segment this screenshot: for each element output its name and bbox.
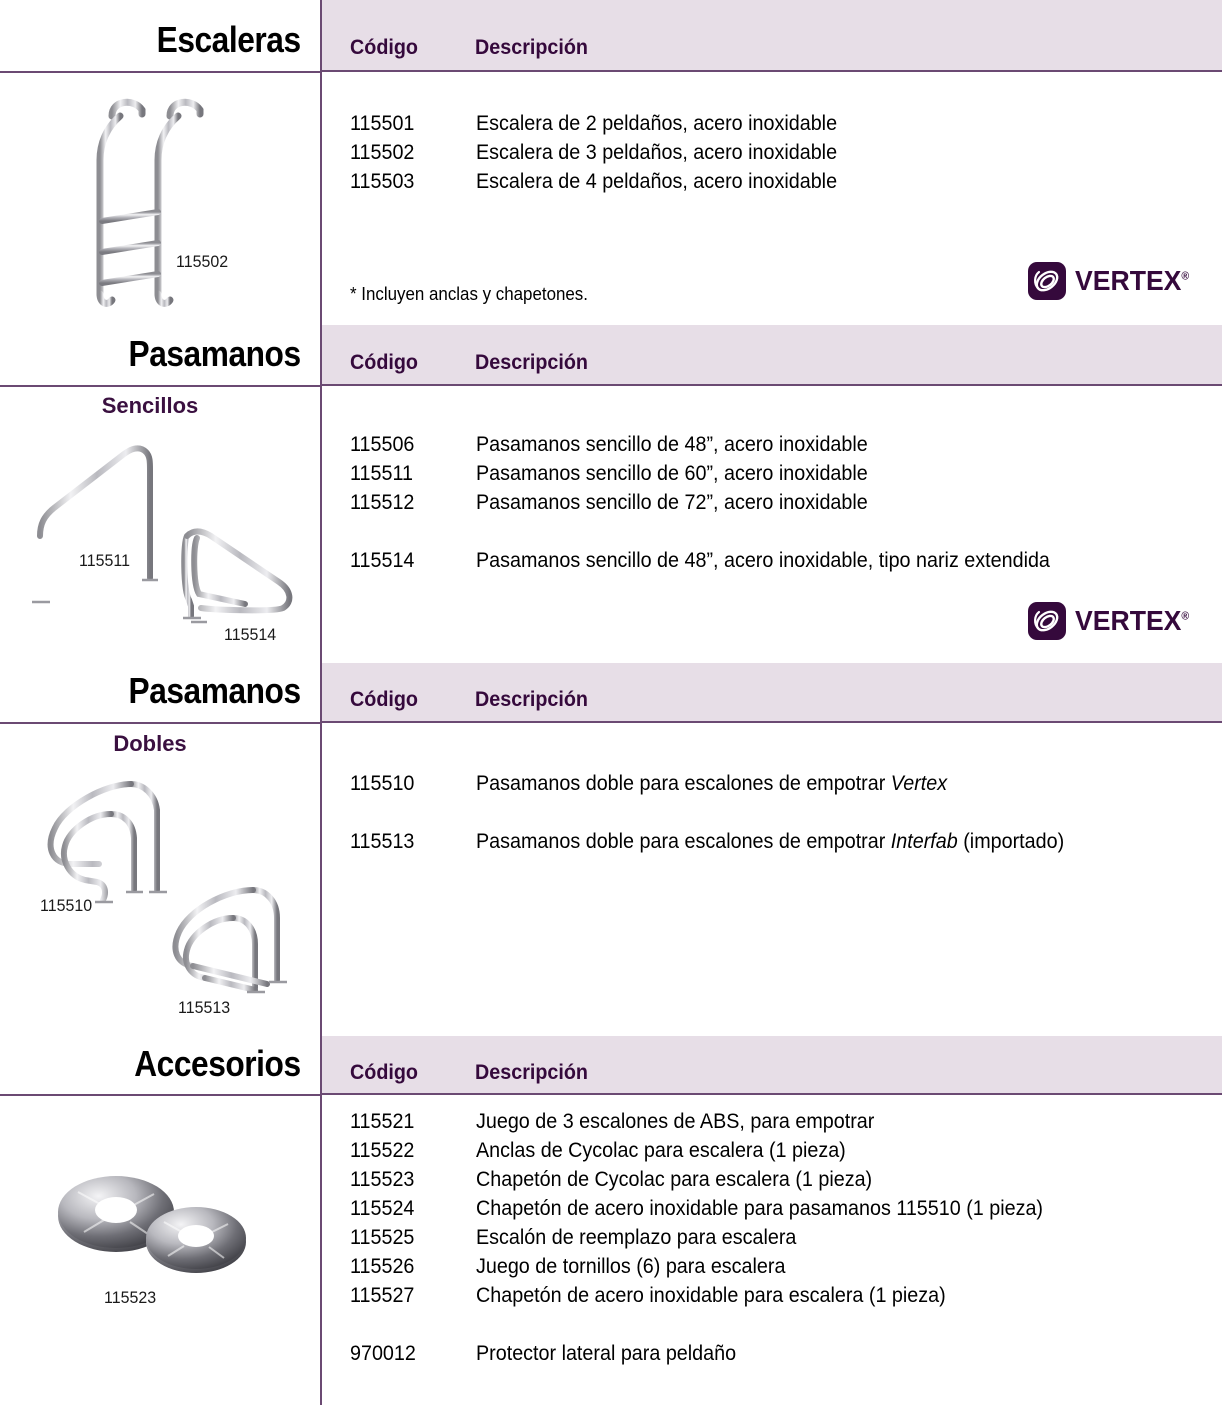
product-code: 115502 (350, 141, 415, 164)
column-header-codigo: Código (350, 36, 418, 59)
table-row (322, 1168, 1222, 1197)
product-code: 115513 (350, 830, 415, 853)
section-title-pasamanos-sencillos: Pasamanos (128, 333, 301, 374)
table-row (322, 433, 1222, 462)
table-rows-escaleras (322, 112, 1222, 199)
section-rule-escaleras (0, 71, 322, 73)
table-row (322, 830, 1222, 859)
product-code: 115511 (350, 462, 413, 485)
product-code: 115510 (350, 772, 415, 795)
product-code: 115514 (350, 549, 415, 572)
table-header-pasamanos-sencillos (322, 325, 1222, 386)
row-spacer (322, 801, 1222, 830)
product-description: Protector lateral para peldaño (476, 1342, 737, 1365)
table-row (322, 1110, 1222, 1139)
footnote-escaleras: * Incluyen anclas y chapetones. (350, 284, 588, 304)
table-row (322, 112, 1222, 141)
table-row (322, 1342, 1222, 1371)
product-code: 115524 (350, 1197, 415, 1220)
table-header-escaleras (322, 0, 1222, 72)
row-spacer (322, 1313, 1222, 1342)
product-description: Chapetón de Cycolac para escalera (1 pieza) (476, 1168, 873, 1191)
column-header-codigo: Código (350, 351, 418, 374)
product-description: Escalera de 4 peldaños, acero inoxidable (476, 170, 838, 193)
table-row (322, 141, 1222, 170)
plate-small (146, 1207, 246, 1273)
column-header-descripcion: Descripción (475, 1061, 589, 1084)
product-description: Anclas de Cycolac para escalera (1 pieza) (476, 1139, 846, 1162)
product-description: Chapetón de acero inoxidable para escalera (1 pieza) (476, 1284, 946, 1307)
product-description: Pasamanos doble para escalones de empotrar Interfab (importado) (476, 830, 1065, 853)
row-spacer (322, 520, 1222, 549)
product-description: Escalón de reemplazo para escalera (476, 1226, 797, 1249)
product-code: 115506 (350, 433, 415, 456)
product-code: 115503 (350, 170, 415, 193)
escutcheon-illustration-115523 (48, 1168, 253, 1278)
product-code: 970012 (350, 1342, 416, 1365)
product-description: Escalera de 3 peldaños, acero inoxidable (476, 141, 838, 164)
product-code: 115522 (350, 1139, 415, 1162)
product-code: 115526 (350, 1255, 415, 1278)
table-row (322, 1255, 1222, 1284)
section-subtitle-dobles: Dobles (113, 731, 187, 756)
image-caption-115514: 115514 (224, 625, 277, 644)
table-rows-pasamanos-sencillos (322, 433, 1222, 578)
column-header-descripcion: Descripción (475, 36, 589, 59)
column-header-codigo: Código (350, 688, 418, 711)
table-row (322, 170, 1222, 199)
table-row (322, 1139, 1222, 1168)
product-code: 115512 (350, 491, 415, 514)
product-code: 115527 (350, 1284, 415, 1307)
product-code: 115521 (350, 1110, 415, 1133)
registered-mark: ® (1181, 270, 1190, 283)
table-row (322, 772, 1222, 801)
product-code: 115523 (350, 1168, 415, 1191)
vertex-swirl-icon (1028, 602, 1066, 640)
section-title-pasamanos-dobles: Pasamanos (128, 670, 301, 711)
section-title-escaleras: Escaleras (156, 19, 301, 60)
image-caption-115513: 115513 (178, 998, 231, 1017)
table-row (322, 549, 1222, 578)
section-title-accesorios: Accesorios (134, 1043, 301, 1084)
table-row (322, 462, 1222, 491)
section-rule-pasamanos-sencillos (0, 385, 322, 387)
image-caption-115502: 115502 (176, 252, 229, 271)
product-code: 115525 (350, 1226, 415, 1249)
product-description: Pasamanos doble para escalones de empotrar Vertex (476, 772, 948, 795)
image-caption-115510: 115510 (40, 896, 93, 915)
handrail-illustration-115514 (175, 520, 305, 630)
product-description: Pasamanos sencillo de 72”, acero inoxidable (476, 491, 868, 514)
image-caption-115511: 115511 (79, 551, 130, 570)
product-description: Escalera de 2 peldaños, acero inoxidable (476, 112, 838, 135)
vertex-swirl-icon (1028, 262, 1066, 300)
table-row (322, 1226, 1222, 1255)
product-description: Pasamanos sencillo de 48”, acero inoxidable (476, 433, 868, 456)
table-rows-accesorios (322, 1110, 1222, 1371)
table-row (322, 1197, 1222, 1226)
section-rule-accesorios (0, 1094, 322, 1096)
table-header-accesorios (322, 1036, 1222, 1095)
table-rows-pasamanos-dobles (322, 772, 1222, 859)
image-caption-115523: 115523 (104, 1288, 157, 1307)
product-description: Juego de 3 escalones de ABS, para empotrar (476, 1110, 875, 1133)
section-rule-pasamanos-dobles (0, 722, 322, 724)
product-description: Pasamanos sencillo de 60”, acero inoxidable (476, 462, 868, 485)
column-header-codigo: Código (350, 1061, 418, 1084)
ladder-illustration-115502 (82, 88, 212, 308)
vertex-wordmark: VERTEX® (1075, 605, 1190, 636)
vertex-logo-pasamanos (1028, 602, 1195, 640)
table-row (322, 1284, 1222, 1313)
vertex-wordmark: VERTEX® (1075, 265, 1190, 296)
double-handrail-illustration-115513 (155, 880, 320, 1010)
column-header-descripcion: Descripción (475, 351, 589, 374)
product-description: Chapetón de acero inoxidable para pasamanos 115510 (1 pieza) (476, 1197, 1044, 1220)
vertex-logo-escaleras (1028, 262, 1195, 300)
product-code: 115501 (350, 112, 415, 135)
table-row (322, 491, 1222, 520)
registered-mark: ® (1181, 610, 1190, 623)
product-description: Juego de tornillos (6) para escalera (476, 1255, 786, 1278)
column-header-descripcion: Descripción (475, 688, 589, 711)
section-subtitle-sencillos: Sencillos (101, 393, 199, 418)
table-header-pasamanos-dobles (322, 663, 1222, 723)
column-divider (320, 0, 322, 1405)
handrail-illustration-115511 (28, 428, 168, 613)
product-description: Pasamanos sencillo de 48”, acero inoxidable, tipo nariz extendida (476, 549, 1050, 572)
